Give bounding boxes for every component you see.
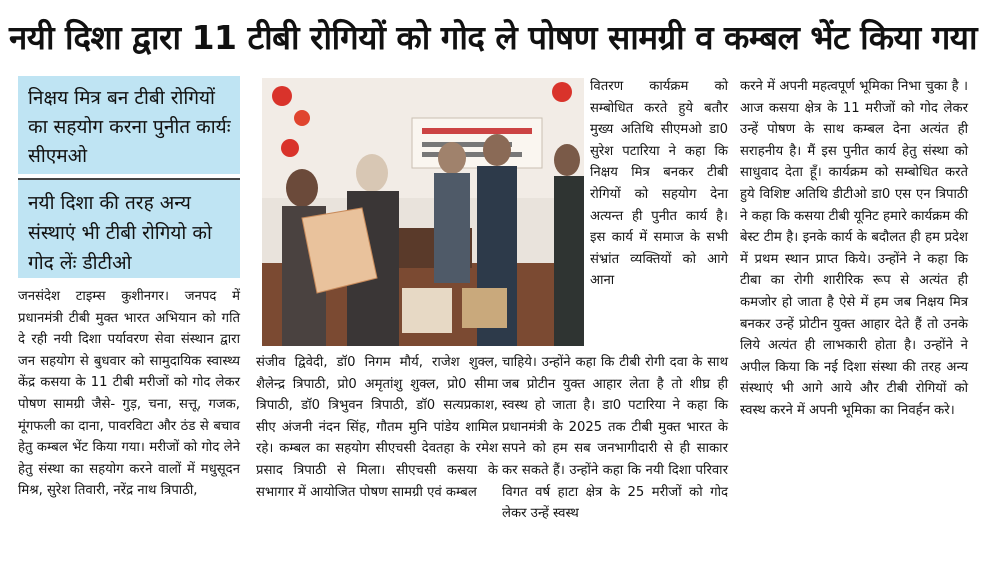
article-column-2 [256,352,498,503]
article-paragraph: चाहिये। उन्होंने कहा कि टीबी रोगी दवा के साथ जब प्रोटीन युक्त आहार लेता है तो शीघ्र ही स्वस्थ हो जाता है। डा0 पटारिया ने कहा कि प्रधानमंत्री के 2025 तक टीबी मुक्त भारत के सपने को हम सब जनभागीदारी से ही साकार कर सकते हैं। उन्होंने कहा कि नयी दिशा परिवार विगत वर्ष हाटा क्षेत्र के 25 मरीजों को गोद लेकर उन्हें स्वस्थ [502,355,728,522]
article-paragraph: वितरण कार्यक्रम को सम्बोधित करते हुये बतौर मुख्य अतिथि सीएमओ डा0 सुरेश पटारिया ने कहा कि निक्षय मित्र बनकर टीबी रोगियों को सहयोग देना अत्यन्त ही पुनीत कार्य है। इस कार्य में समाज के सभी संभ्रांत व्यक्तियों को आगे आना [590,79,728,289]
subheading-dto: नयी दिशा की तरह अन्य संस्थाएं भी टीबी रोगियो को गोद लेंः डीटीओ [18,178,240,278]
article-column-1 [18,286,240,502]
event-photo [262,78,584,346]
article-paragraph: जनसंदेश टाइम्स कुशीनगर। जनपद में प्रधानमंत्री टीबी मुक्त भारत अभियान को गति दे रही नयी दिशा पर्यावरण सेवा संस्थान द्वारा जन सहयोग से बुधवार को सामुदायिक स्वास्थ्य केंद्र कसया के 11 टीबी मरीजों को गोद लेकर पोषण सामग्री जैसे- गुड़, चना, सत्तू, गजक, मूंगफली का दाना, पावरविटा और ठंड से बचाव हेतु कम्बल भेंट किया गया। मरीजों को गोद लेने हेतु संस्था का सहयोग करने वालों में मधुसूदन मिश्र, सुरेश तिवारी, नरेंद्र नाथ त्रिपाठी, [18,289,240,499]
headline: नयी दिशा द्वारा 11 टीबी रोगियों को गोद ले पोषण सामग्री व कम्बल भेंट किया गया [8,18,977,57]
article-column-3-top [590,76,728,292]
article-paragraph: करने में अपनी महत्वपूर्ण भूमिका निभा चुका है । आज कसया क्षेत्र के 11 मरीजों को गोद लेकर उन्हें पोषण के साथ कम्बल देना अत्यंत ही सराहनीय है। मैं इस पुनीत कार्य हेतु संस्था को साधुवाद देता हूँ। कार्यक्रम को सम्बोधित करते हुये विशिष्ट अतिथि डीटीओ डा0 एस एन त्रिपाठी ने कहा कि कसया टीबी यूनिट हमारे कार्यक्रम की बेस्ट टीम है। इनके कार्य के बदौलत ही हम प्रदेश में प्रथम स्थान प्राप्त किये। उन्होंने ने कहा कि टीबा का रोगी शारीरिक रूप से अत्यंत ही कमजोर हो जाता है ऐसे में हम जब निक्षय मित्र बनकर उन्हें प्रोटीन युक्त आहार देते हैं तो उनके लिये अत्यंत ही लाभकारी होता है। उन्होंने ने अपील किया कि नई दिशा संस्था की तरह अन्य संस्थाएं भी आगे आये और टीबी रोगियों को स्वस्थ करने में अपनी भूमिका का निवर्हन करे। [740,79,968,418]
article-paragraph: संजीव द्विवेदी, डॉ0 निगम मौर्य, राजेश शुक्ल, शैलेन्द्र त्रिपाठी, प्रो0 अमृतांशु शुक्ल, प्रो0 सीमा त्रिपाठी, डॉ0 त्रिभुवन त्रिपाठी, डॉ0 सत्यप्रकाश, सीए अंजनी नंदन सिंह, गौतम मुनि पांडेय शामिल रहे। कम्बल का सहयोग सीएचसी देवतहा के रमेश प्रसाद त्रिपाठी से मिला। सीएचसी कसया के सभागार में आयोजित पोषण सामग्री एवं कम्बल [256,355,498,500]
article-column-3-bottom [502,352,728,525]
article-column-4 [740,76,968,422]
subheading-cmo: निक्षय मित्र बन टीबी रोगियों का सहयोग करना पुनीत कार्यः सीएमओ [18,76,240,174]
